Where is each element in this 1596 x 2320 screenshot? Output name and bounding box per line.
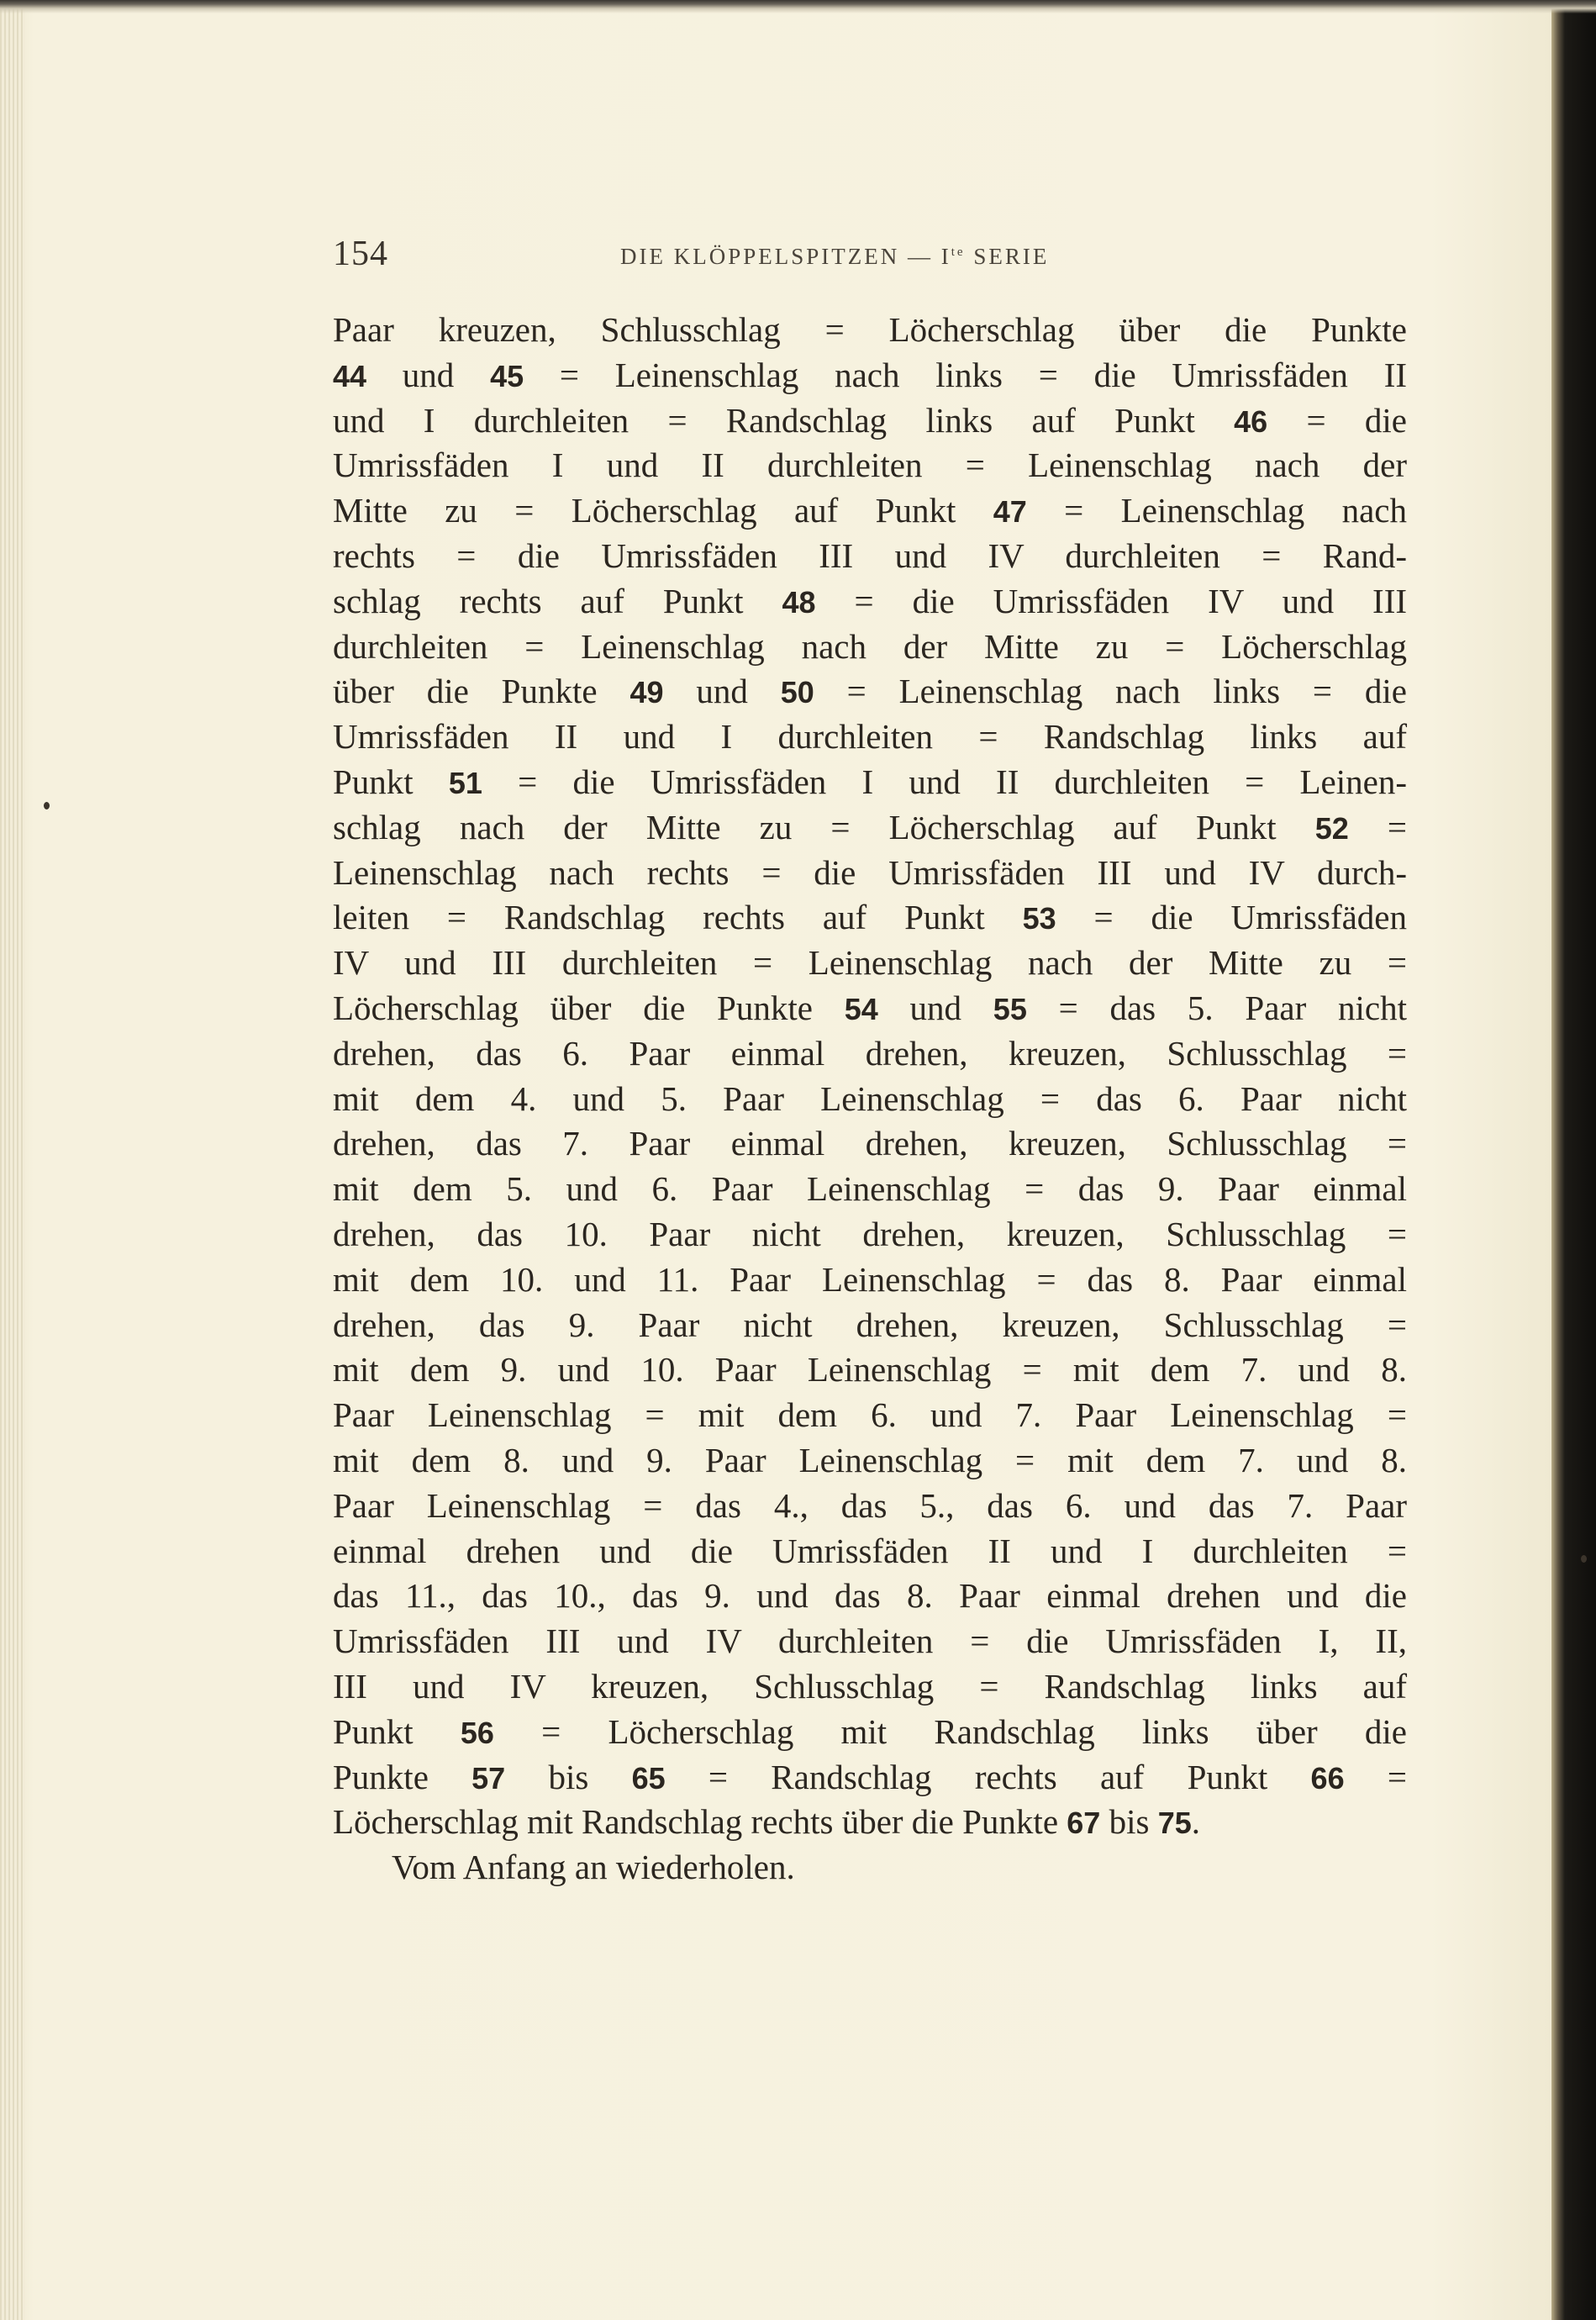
text-line	[333, 1619, 1407, 1664]
text-line	[333, 1303, 1407, 1348]
text-segment: Umrissfäden I und II durchleiten = Leinenschlag nach der	[333, 446, 1407, 485]
text-line	[333, 1438, 1407, 1484]
text-line	[333, 1755, 1407, 1801]
text-segment: =	[1348, 807, 1408, 846]
text-line	[333, 1664, 1407, 1710]
text-line	[333, 714, 1407, 760]
text-segment: schlag nach der Mitte zu = Löcherschlag auf Punkt	[333, 807, 1315, 846]
text-segment: Löcherschlag über die Punkte	[333, 988, 845, 1027]
text-line	[333, 443, 1407, 488]
text-line	[333, 760, 1407, 805]
point-number: 75	[1157, 1806, 1192, 1841]
text-segment: = Löcherschlag mit Randschlag links über die	[493, 1711, 1407, 1751]
text-segment: und I durchleiten = Randschlag links auf Punkt	[333, 400, 1235, 440]
text-segment: Paar Leinenschlag = mit dem 6. und 7. Paar Leinenschlag =	[333, 1395, 1407, 1435]
point-number: 45	[490, 358, 524, 393]
point-number: 67	[1067, 1806, 1101, 1841]
point-number: 46	[1234, 403, 1268, 439]
text-line	[333, 308, 1407, 353]
text-segment: = die Umrissfäden I und II durchleiten = Leinen-	[482, 762, 1407, 801]
text-segment: = die Umrissfäden	[1056, 898, 1408, 937]
text-segment: Umrissfäden III und IV durchleiten = die Umrissfäden I, II,	[333, 1621, 1407, 1661]
text-line	[333, 1258, 1407, 1303]
text-segment: = Leinenschlag nach links = die Umrissfäden II	[524, 355, 1407, 394]
text-segment: = die Umrissfäden IV und III	[815, 581, 1407, 620]
point-number: 44	[333, 358, 367, 393]
point-number: 65	[631, 1760, 666, 1795]
text-segment: IV und III durchleiten = Leinenschlag nach der Mitte zu =	[333, 943, 1407, 983]
text-line	[333, 1167, 1407, 1212]
text-line	[333, 1845, 1407, 1890]
page-number: 154	[333, 235, 388, 273]
text-segment: = Leinenschlag nach links = die	[814, 672, 1407, 711]
running-head	[333, 234, 1407, 284]
text-segment: = Leinenschlag nach	[1026, 491, 1407, 530]
point-number: 52	[1314, 810, 1349, 846]
text-line	[333, 1710, 1407, 1755]
text-segment: Punkt	[333, 762, 449, 801]
point-number: 54	[844, 991, 878, 1026]
point-number: 57	[471, 1760, 506, 1795]
text-line	[333, 986, 1407, 1031]
body-text	[333, 308, 1407, 1890]
text-line	[333, 1212, 1407, 1258]
point-number: 56	[460, 1715, 494, 1750]
point-number: 51	[448, 765, 482, 800]
text-segment: rechts = die Umrissfäden III und IV durchleiten = Rand-	[333, 535, 1407, 575]
point-number: 49	[629, 675, 664, 710]
text-segment: und	[877, 988, 993, 1027]
running-title	[620, 244, 1049, 270]
text-line	[333, 895, 1407, 941]
point-number: 55	[993, 991, 1027, 1026]
text-segment: drehen, das 7. Paar einmal drehen, kreuzen, Schlusschlag =	[333, 1124, 1407, 1163]
paper-speck	[1581, 1555, 1587, 1563]
text-line	[333, 1529, 1407, 1574]
top-edge-shadow	[0, 0, 1596, 13]
text-line	[333, 1800, 1407, 1845]
text-segment: bis	[1100, 1802, 1158, 1842]
text-segment: Mitte zu = Löcherschlag auf Punkt	[333, 491, 993, 530]
book-binding	[1551, 0, 1596, 2320]
text-segment: Leinenschlag nach rechts = die Umrissfäden III und IV durch-	[333, 852, 1407, 892]
text-segment: Punkt	[333, 1711, 461, 1751]
text-line	[333, 353, 1407, 398]
text-segment: = Randschlag rechts auf Punkt	[665, 1757, 1311, 1796]
text-segment: Paar Leinenschlag = das 4., das 5., das 6. und das 7. Paar	[333, 1485, 1407, 1525]
text-segment: mit dem 9. und 10. Paar Leinenschlag = mit dem 7. und 8.	[333, 1350, 1407, 1389]
text-segment: Vom Anfang an wiederholen.	[392, 1848, 795, 1887]
running-title-tail: SERIE	[965, 244, 1050, 269]
text-segment: mit dem 5. und 6. Paar Leinenschlag = das 9. Paar einmal	[333, 1169, 1407, 1209]
text-line	[333, 1031, 1407, 1077]
text-segment: = die	[1267, 400, 1407, 440]
text-segment: über die Punkte	[333, 672, 630, 711]
text-segment: Punkte	[333, 1757, 472, 1796]
point-number: 48	[782, 584, 816, 620]
text-segment: =	[1344, 1757, 1407, 1796]
point-number: 47	[993, 494, 1027, 530]
text-segment: drehen, das 6. Paar einmal drehen, kreuzen, Schlusschlag =	[333, 1033, 1407, 1073]
text-line	[333, 488, 1407, 534]
text-line	[333, 398, 1407, 444]
text-segment: schlag rechts auf Punkt	[333, 581, 782, 620]
text-line	[333, 1484, 1407, 1529]
text-segment: mit dem 4. und 5. Paar Leinenschlag = das 6. Paar nicht	[333, 1078, 1407, 1118]
text-line	[333, 851, 1407, 896]
text-segment: leiten = Randschlag rechts auf Punkt	[333, 898, 1023, 937]
text-line	[333, 1121, 1407, 1167]
text-segment: durchleiten = Leinenschlag nach der Mitte zu = Löcherschlag	[333, 626, 1407, 666]
text-line	[333, 1347, 1407, 1393]
text-segment: .	[1191, 1802, 1200, 1842]
text-segment: drehen, das 9. Paar nicht drehen, kreuzen, Schlusschlag =	[333, 1305, 1407, 1344]
text-line	[333, 1077, 1407, 1122]
text-line	[333, 579, 1407, 625]
text-segment: Löcherschlag mit Randschlag rechts über die Punkte	[333, 1802, 1067, 1842]
point-number: 50	[780, 675, 814, 710]
text-segment: mit dem 8. und 9. Paar Leinenschlag = mit dem 7. und 8.	[333, 1440, 1407, 1479]
text-segment: das 11., das 10., das 9. und das 8. Paar einmal drehen und die	[333, 1576, 1407, 1616]
text-segment: einmal drehen und die Umrissfäden II und I durchleiten =	[333, 1531, 1407, 1570]
point-number: 66	[1310, 1760, 1345, 1795]
text-line	[333, 669, 1407, 714]
text-segment: bis	[505, 1757, 632, 1796]
text-line	[333, 805, 1407, 851]
text-segment: Umrissfäden II und I durchleiten = Randschlag links auf	[333, 717, 1407, 757]
text-segment: III und IV kreuzen, Schlusschlag = Randschlag links auf	[333, 1666, 1407, 1706]
text-line	[333, 1393, 1407, 1438]
page-edges	[0, 0, 25, 2320]
running-title-text: DIE KLÖPPELSPITZEN — I	[620, 244, 951, 269]
running-title-sup: te	[951, 245, 966, 259]
text-segment: und	[663, 672, 781, 711]
text-line	[333, 625, 1407, 670]
text-segment: = das 5. Paar nicht	[1026, 988, 1408, 1027]
text-line	[333, 1574, 1407, 1619]
text-segment: Paar kreuzen, Schlusschlag = Löcherschlag über die Punkte	[333, 310, 1407, 349]
point-number: 53	[1022, 901, 1056, 936]
text-segment: und	[366, 355, 491, 394]
paper-speck	[44, 802, 50, 809]
text-line	[333, 941, 1407, 986]
text-segment: mit dem 10. und 11. Paar Leinenschlag = das 8. Paar einmal	[333, 1259, 1407, 1299]
text-segment: drehen, das 10. Paar nicht drehen, kreuzen, Schlusschlag =	[333, 1214, 1407, 1253]
text-line	[333, 534, 1407, 579]
